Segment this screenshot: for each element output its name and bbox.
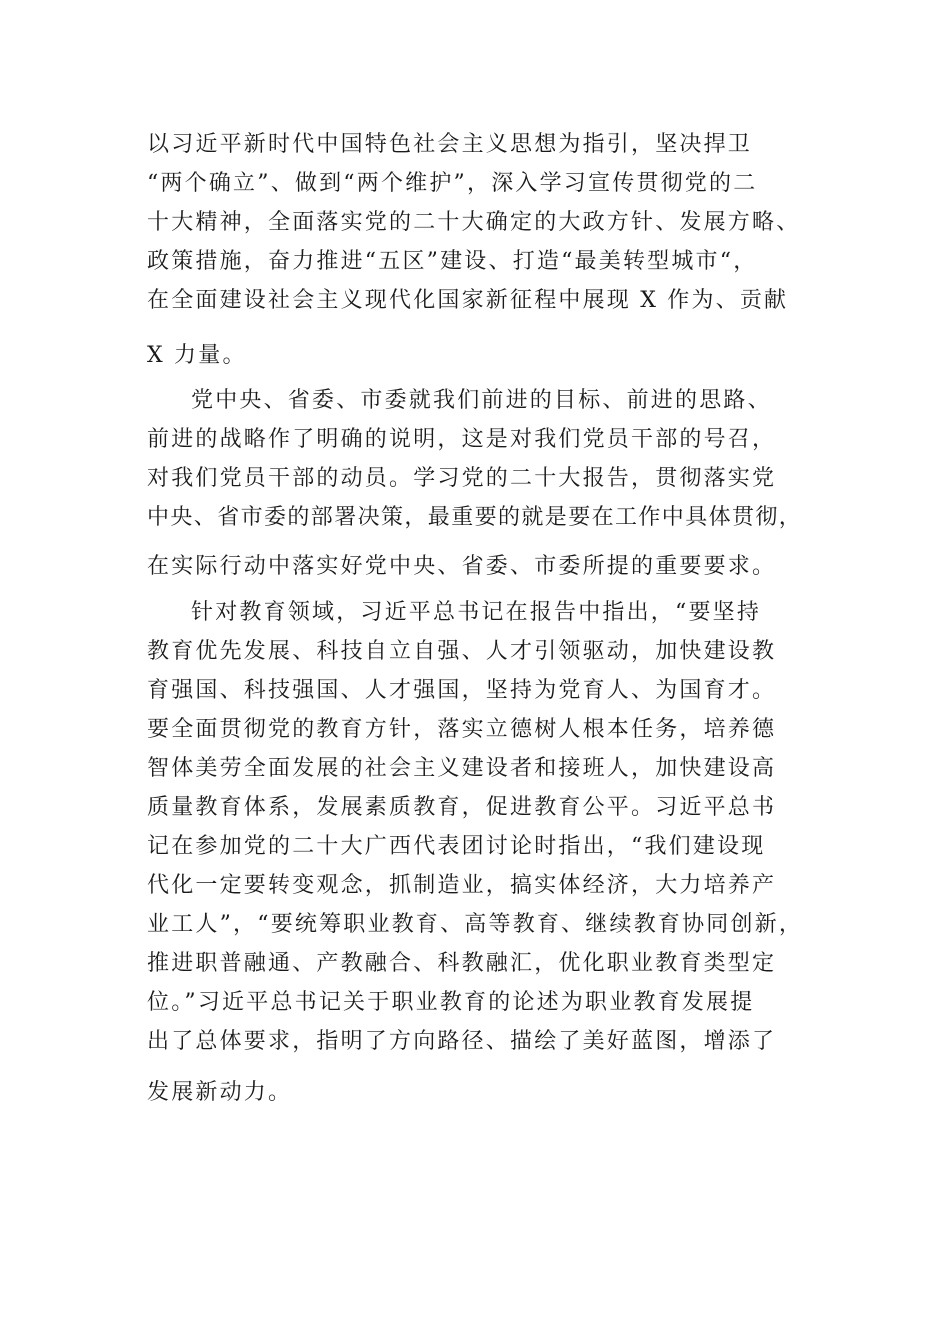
paragraph-3-line-13: 发展新动力。 (147, 1080, 293, 1105)
paragraph-2-line-4: 中央、省市委的部署决策，最重要的就是要在工作中具体贯彻， (147, 505, 803, 530)
paragraph-3-line-12: 出了总体要求，指明了方向路径、描绘了美好蓝图，增添了 (147, 1029, 777, 1054)
paragraph-3-line-7: 记在参加党的二十大广西代表团讨论时指出，“我们建设现 (147, 834, 766, 859)
paragraph-1-line-5: 在全面建设社会主义现代化国家新征程中展现 X 作为、贡献 (147, 288, 789, 313)
paragraph-3-line-5: 智体美劳全面发展的社会主义建设者和接班人，加快建设高 (147, 756, 777, 781)
paragraph-2-line-3: 对我们党员干部的动员。学习党的二十大报告，贯彻落实党 (147, 466, 777, 491)
paragraph-1-line-4: 政策措施，奋力推进“五区”建设、打造“最美转型城市“， (147, 249, 758, 274)
paragraph-3-line-4: 要全面贯彻党的教育方针，落实立德树人根本任务，培养德 (147, 717, 777, 742)
paragraph-3-line-3: 育强国、科技强国、人才强国，坚持为党育人、为国育才。 (147, 678, 777, 703)
paragraph-3-line-6: 质量教育体系，发展素质教育，促进教育公平。习近平总书 (147, 795, 777, 820)
paragraph-2-line-1: 党中央、省委、市委就我们前进的目标、前进的思路、 (191, 388, 772, 413)
paragraph-1-line-6: X 力量。 (147, 343, 247, 368)
paragraph-3-line-1: 针对教育领域，习近平总书记在报告中指出，“要坚持 (191, 600, 762, 625)
paragraph-1-line-2: “两个确立”、做到“两个维护”，深入学习宣传贯彻党的二 (147, 171, 758, 196)
paragraph-3-line-11: 位。”习近平总书记关于职业教育的论述为职业教育发展提 (147, 990, 755, 1015)
paragraph-3-line-9: 业工人”，“要统筹职业教育、高等教育、继续教育协同创新， (147, 912, 804, 937)
paragraph-3-line-2: 教育优先发展、科技自立自强、人才引领驱动，加快建设教 (147, 639, 777, 664)
paragraph-3-line-8: 代化一定要转变观念，抓制造业，搞实体经济，大力培养产 (147, 873, 777, 898)
paragraph-2-line-5: 在实际行动中落实好党中央、省委、市委所提的重要要求。 (147, 554, 777, 579)
paragraph-3-line-10: 推进职普融通、产教融合、科教融汇，优化职业教育类型定 (147, 951, 777, 976)
paragraph-1-line-3: 十大精神，全面落实党的二十大确定的大政方针、发展方略、 (147, 210, 801, 235)
paragraph-2-line-2: 前进的战略作了明确的说明，这是对我们党员干部的号召， (147, 427, 777, 452)
paragraph-1-line-1: 以习近平新时代中国特色社会主义思想为指引，坚决捍卫 (147, 132, 753, 157)
